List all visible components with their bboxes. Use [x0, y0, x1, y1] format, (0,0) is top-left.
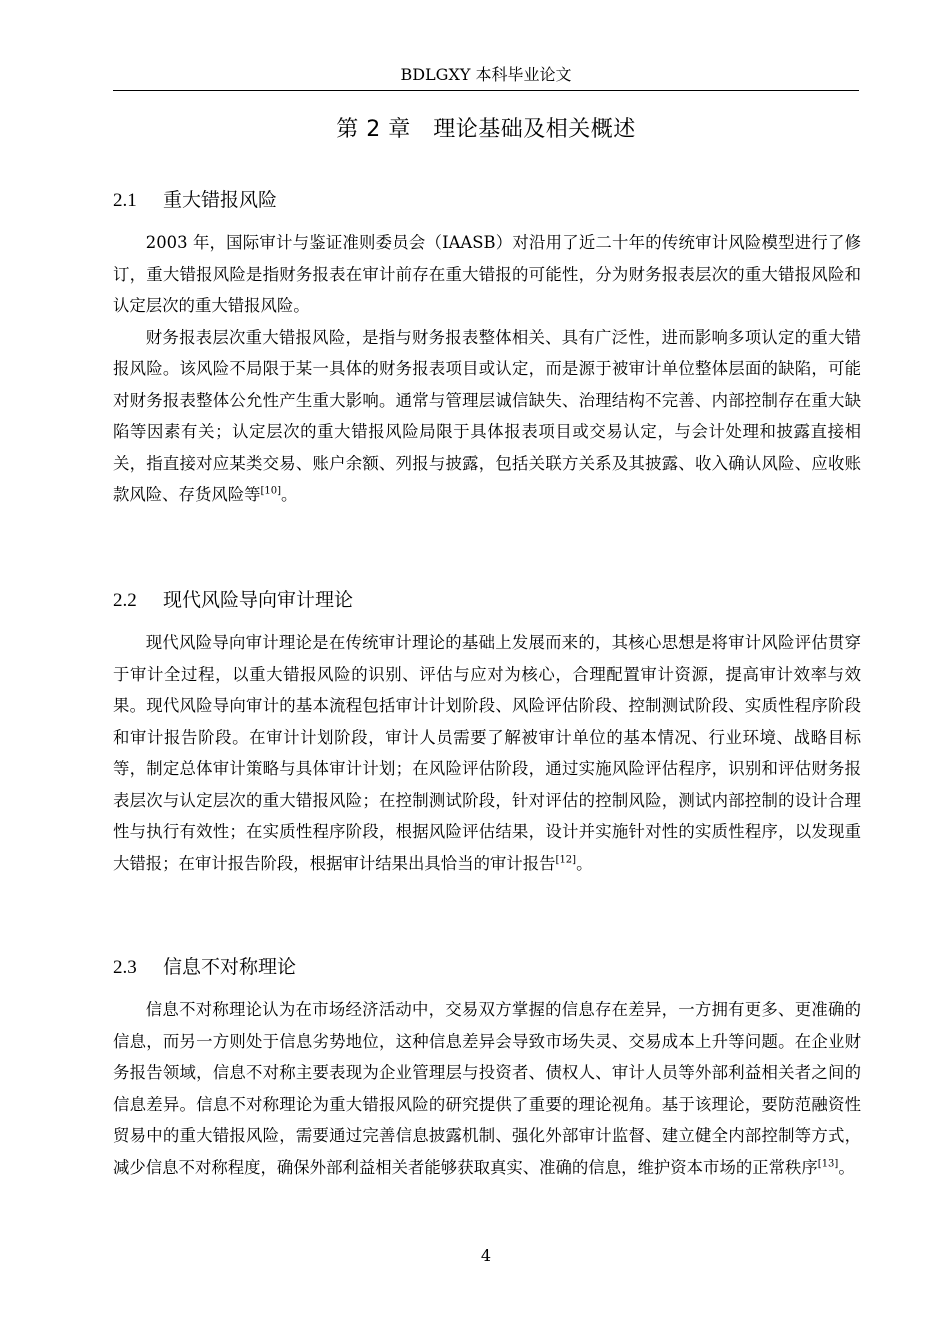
page-number: 4	[480, 1246, 492, 1265]
section-2-2	[113, 586, 861, 879]
paragraph-text: 现代风险导向审计理论是在传统审计理论的基础上发展而来的，其核心思想是将审计风险评估贯穿于审计全过程，以重大错报风险的识别、评估与应对为核心，合理配置审计资源，提高审计效率与效果。现代风险导向审计的基本流程包括审计计划阶段、风险评估阶段、控制测试阶段、实质性程序阶段和审计报告阶段。在审计计划阶段，审计人员需要了解被审计单位的基本情况、行业环境、战略目标等，制定总体审计策略与具体审计计划；在风险评估阶段，通过实施风险评估程序，识别和评估财务报表层次与认定层次的重大错报风险；在控制测试阶段，针对评估的控制风险，测试内部控制的设计合理性与执行有效性；在实质性程序阶段，根据风险评估结果，设计并实施针对性的实质性程序，以发现重大错报；在审计报告阶段，根据审计结果出具恰当的审计报告	[113, 633, 861, 873]
body-paragraph	[113, 322, 861, 511]
section-number: 2.1	[113, 190, 137, 211]
section-title: 信息不对称理论	[163, 956, 297, 978]
paragraph-text: 2003 年，国际审计与鉴证准则委员会（IAASB）对沿用了近二十年的传统审计风险模型进行了修订，重大错报风险是指财务报表在审计前存在重大错报的可能性，分为财务报表层次的重大错报风险和认定层次的重大错报风险。	[113, 233, 861, 315]
section-number: 2.2	[113, 590, 137, 611]
section-2-3	[113, 953, 861, 1183]
section-heading	[113, 586, 861, 615]
section-heading	[113, 953, 861, 982]
body-paragraph	[113, 627, 861, 879]
paragraph-tail: 。	[838, 1157, 855, 1177]
header-rule	[113, 90, 859, 91]
section-title: 现代风险导向审计理论	[163, 589, 354, 611]
running-header: BDLGXY 本科毕业论文	[400, 65, 572, 84]
chapter-title: 第 2 章 理论基础及相关概述	[336, 117, 636, 142]
section-heading	[113, 186, 861, 215]
paragraph-text: 信息不对称理论认为在市场经济活动中，交易双方掌握的信息存在差异，一方拥有更多、更准确的信息，而另一方则处于信息劣势地位，这种信息差异会导致市场失灵、交易成本上升等问题。在企业财务报告领域，信息不对称主要表现为企业管理层与投资者、债权人、审计人员等外部利益相关者之间的信息差异。信息不对称理论为重大错报风险的研究提供了重要的理论视角。基于该理论，要防范融资性贸易中的重大错报风险，需要通过完善信息披露机制、强化外部审计监督、建立健全内部控制等方式，减少信息不对称程度，确保外部利益相关者能够获取真实、准确的信息，维护资本市场的正常秩序	[113, 1000, 861, 1177]
body-paragraph	[113, 994, 861, 1183]
body-paragraph	[113, 227, 861, 322]
citation-marker: [12]	[555, 854, 577, 866]
section-2-1	[113, 186, 861, 511]
section-title: 重大错报风险	[163, 189, 278, 211]
paragraph-tail: 。	[281, 485, 298, 504]
paragraph-text: 财务报表层次重大错报风险，是指与财务报表整体相关、具有广泛性，进而影响多项认定的重大错报风险。该风险不局限于某一具体的财务报表项目或认定，而是源于被审计单位整体层面的缺陷，可能对财务报表整体公允性产生重大影响。通常与管理层诚信缺失、治理结构不完善、内部控制存在重大缺陷等因素有关；认定层次的重大错报风险局限于具体报表项目或交易认定，与会计处理和披露直接相关，指直接对应某类交易、账户余额、列报与披露，包括关联方关系及其披露、收入确认风险、应收账款风险、存货风险等	[113, 327, 861, 504]
section-number: 2.3	[113, 957, 137, 978]
paragraph-tail: 。	[576, 853, 593, 873]
citation-marker: [10]	[260, 485, 282, 497]
citation-marker: [13]	[817, 1158, 839, 1170]
